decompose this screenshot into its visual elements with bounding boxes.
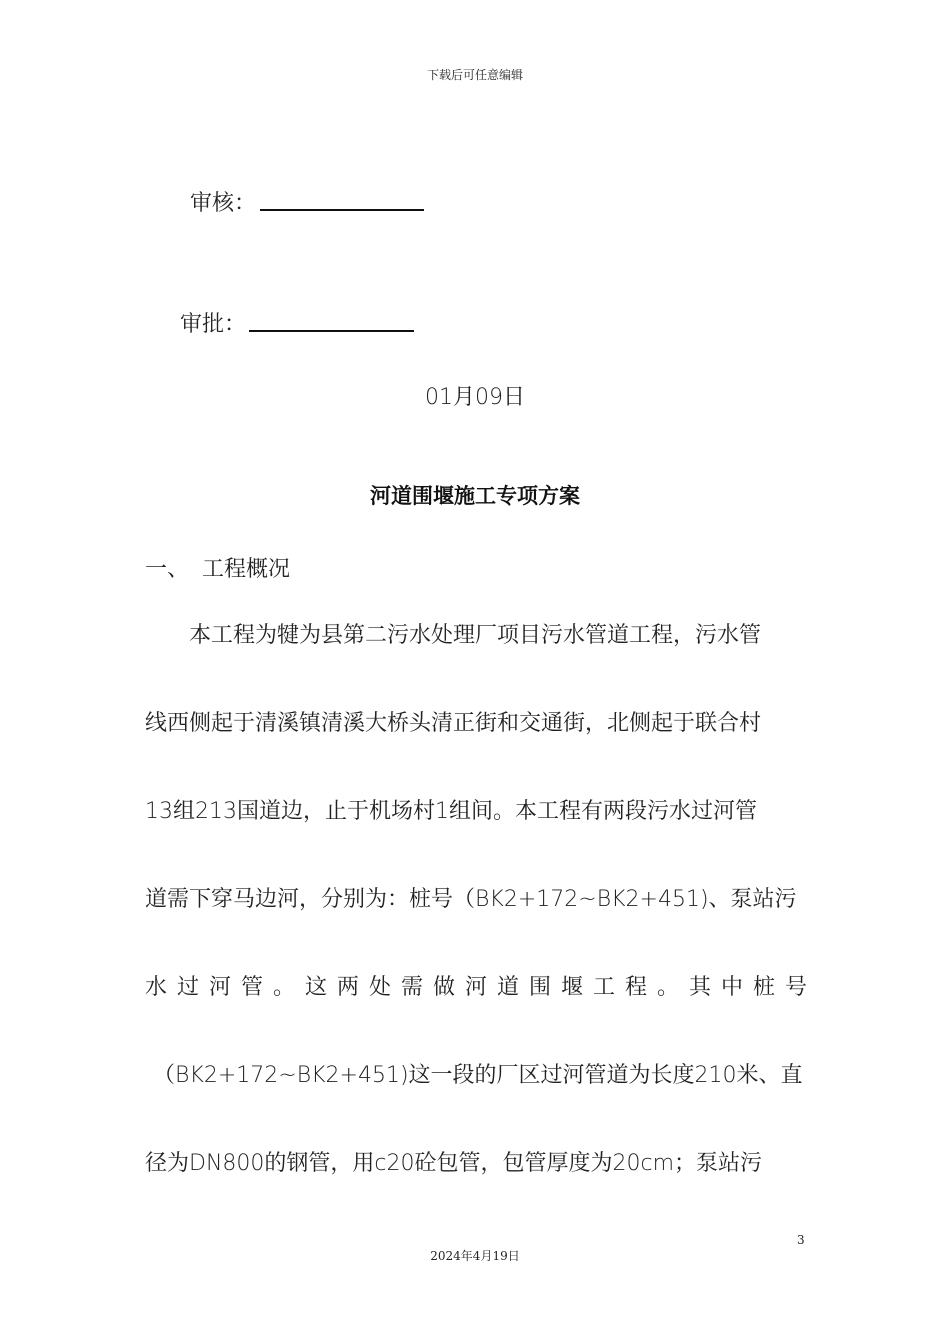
review-signature-line xyxy=(260,209,424,211)
document-date: 01月09日 xyxy=(425,385,525,410)
paragraph-line: 水过河管。这两处需做河道围堰工程。其中桩号 xyxy=(145,975,807,1000)
paragraph-line: 13组213国道边，止于机场村1组间。本工程有两段污水过河管 xyxy=(145,799,757,824)
paragraph-line: 线西侧起于清溪镇清溪大桥头清正街和交通街，北侧起于联合村 xyxy=(145,711,762,736)
approval-label: 审批： xyxy=(180,312,247,337)
review-label: 审核： xyxy=(190,191,257,216)
page-number: 3 xyxy=(797,1233,805,1247)
section-number: 一、 xyxy=(145,557,190,582)
paragraph-line: 道需下穿马边河，分别为：桩号（BK2+172~BK2+451)、泵站污 xyxy=(145,887,797,912)
paragraph-line: 本工程为犍为县第二污水处理厂项目污水管道工程，污水管 xyxy=(189,623,762,648)
approval-signature-line xyxy=(249,330,414,332)
page-footer-date: 2024年4月19日 xyxy=(430,1249,520,1263)
document-title: 河道围堰施工专项方案 xyxy=(370,484,580,508)
page-header: 下载后可任意编辑 xyxy=(426,68,523,82)
paragraph-line: 径为DN800的钢管，用c20砼包管，包管厚度为20cm；泵站污 xyxy=(145,1151,763,1176)
section-title: 工程概况 xyxy=(202,557,291,582)
section-heading xyxy=(145,552,290,583)
paragraph-line: （BK2+172~BK2+451)这一段的厂区过河管道为长度210米、直 xyxy=(153,1063,803,1088)
